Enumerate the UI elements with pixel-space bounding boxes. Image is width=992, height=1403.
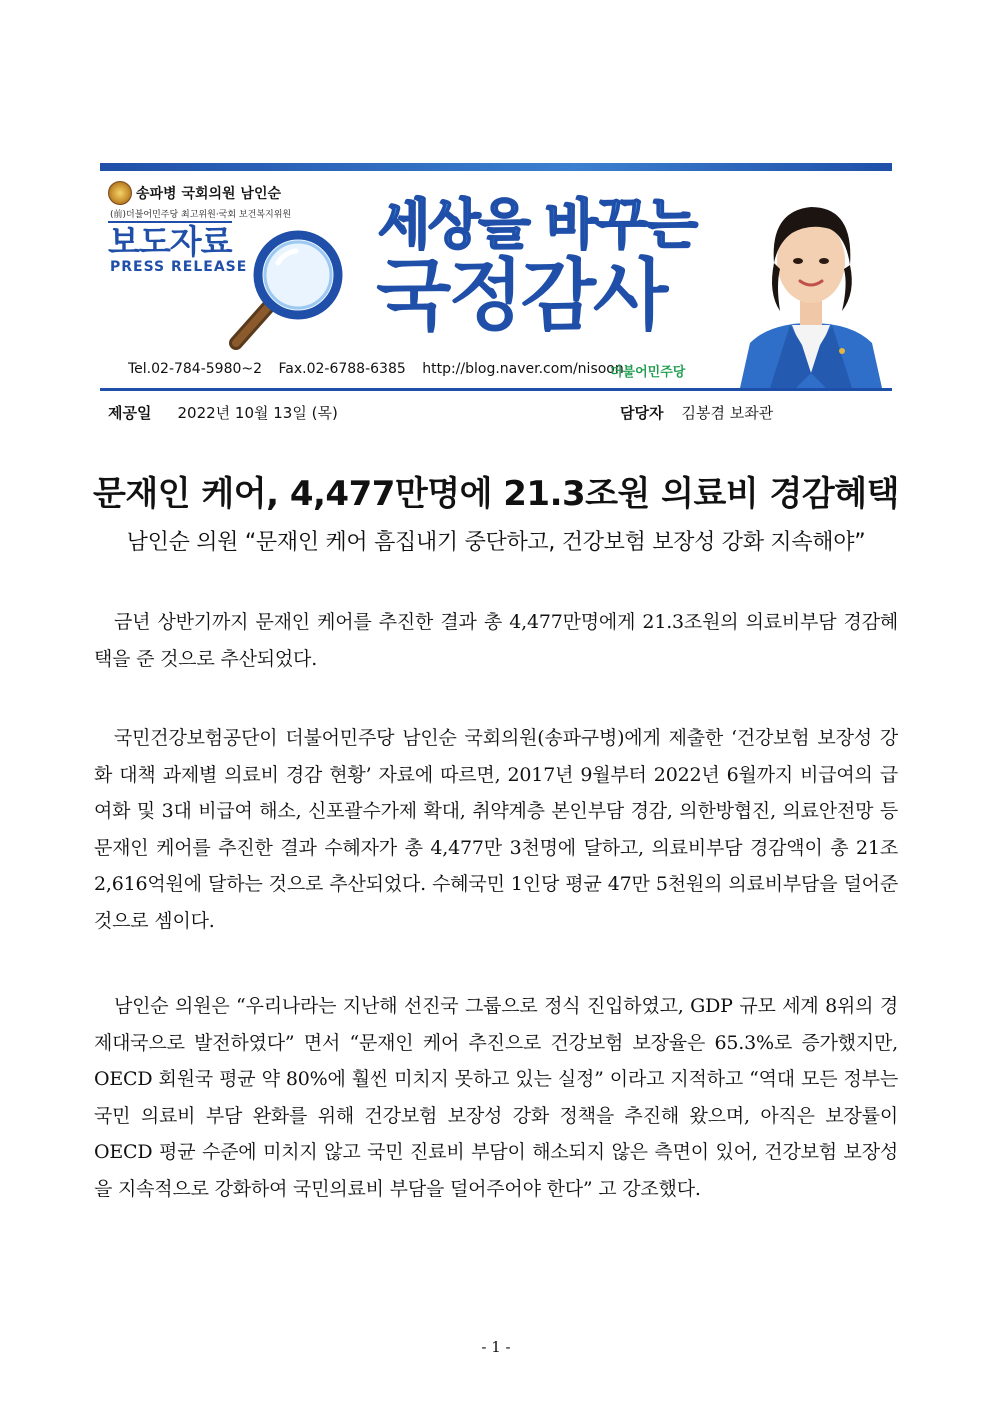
slogan-line-1: 세상을 바꾸는 bbox=[378, 193, 696, 256]
date-value: 2022년 10월 13일 (목) bbox=[177, 404, 338, 422]
body-paragraph-3: 남인순 의원은 “우리나라는 지난해 선진국 그룹으로 정식 진입하였고, GDP 규모 세계 8위의 경제대국으로 발전하였다” 면서 “문재인 케어 추진으로 건강보험 보장율은 65.3%로 증가했지만, OECD 회원국 평균 약 80%에 훨씬 미치지 못하고 있는 실정” 이라고 지적하고 “역대 모든 정부는 국민 의료비 부담 완화를 위해 건강보험 보장성 강화 정책을 추진해 왔으며, 아직은 보장률이 OECD 평균 수준에 미치지 않고 국민 진료비 부담이 해소되지 않은 측면이 있어, 건강보험 보장성을 지속적으로 강화하여 국민의료비 부담을 덜어주어야 한다” 고 강조했다. bbox=[94, 995, 898, 1200]
member-portrait bbox=[730, 173, 892, 388]
blog-url[interactable]: http://blog.naver.com/nisoon bbox=[422, 361, 624, 377]
slogan-line-2: 국정감사 bbox=[376, 251, 666, 341]
sub-headline: 남인순 의원 “문재인 케어 흠집내기 중단하고, 건강보험 보장성 강화 지속해야” bbox=[126, 530, 866, 555]
body-paragraph-1: 금년 상반기까지 문재인 케어를 추진한 결과 총 4,477만명에게 21.3조원의 의료비부담 경감혜택을 준 것으로 추산되었다. bbox=[94, 611, 898, 670]
assembly-seal-icon bbox=[108, 181, 132, 205]
press-release-label-en: PRESS RELEASE bbox=[110, 259, 248, 275]
tel-number: Tel.02-784-5980~2 bbox=[128, 361, 263, 377]
page-number: - 1 - bbox=[481, 1338, 511, 1356]
release-date bbox=[108, 402, 338, 423]
contact-value: 김봉겸 보좌관 bbox=[681, 404, 774, 422]
party-logo-text: 더불어민주당 bbox=[610, 365, 686, 380]
magnifier-icon bbox=[226, 225, 346, 355]
contact-info bbox=[128, 361, 636, 377]
member-affiliation: (前)더불어민주당 최고위원·국회 보건복지위원 bbox=[110, 210, 292, 220]
date-label: 제공일 bbox=[108, 404, 152, 422]
contact-label: 담당자 bbox=[620, 404, 664, 422]
member-name: 송파병 국회의원 남인순 bbox=[136, 186, 281, 202]
press-release-label-kr: 보도자료 bbox=[108, 222, 232, 261]
fax-number: Fax.02-6788-6385 bbox=[278, 361, 406, 377]
press-release-banner bbox=[100, 163, 892, 391]
contact-person bbox=[620, 402, 773, 423]
banner-top-stripe bbox=[100, 163, 892, 171]
body-paragraph-2: 국민건강보험공단이 더불어민주당 남인순 국회의원(송파구병)에게 제출한 ‘건강보험 보장성 강화 대책 과제별 의료비 경감 현황’ 자료에 따르면, 2017년 9월부터 2022년 6월까지 비급여의 급여화 및 3대 비급여 해소, 신포괄수가제 확대, 취약계층 본인부담 경감, 의한방협진, 의료안전망 등 문재인 케어를 추진한 결과 수혜자가 총 4,477만 3천명에 달하고, 의료비부담 경감액이 총 21조 2,616억원에 달하는 것으로 추산되었다. 수혜국민 1인당 평균 47만 5천원의 의료비부담을 덜어준 것으로 셈이다. bbox=[94, 727, 898, 932]
headline: 문재인 케어, 4,477만명에 21.3조원 의료비 경감혜택 bbox=[93, 474, 899, 514]
